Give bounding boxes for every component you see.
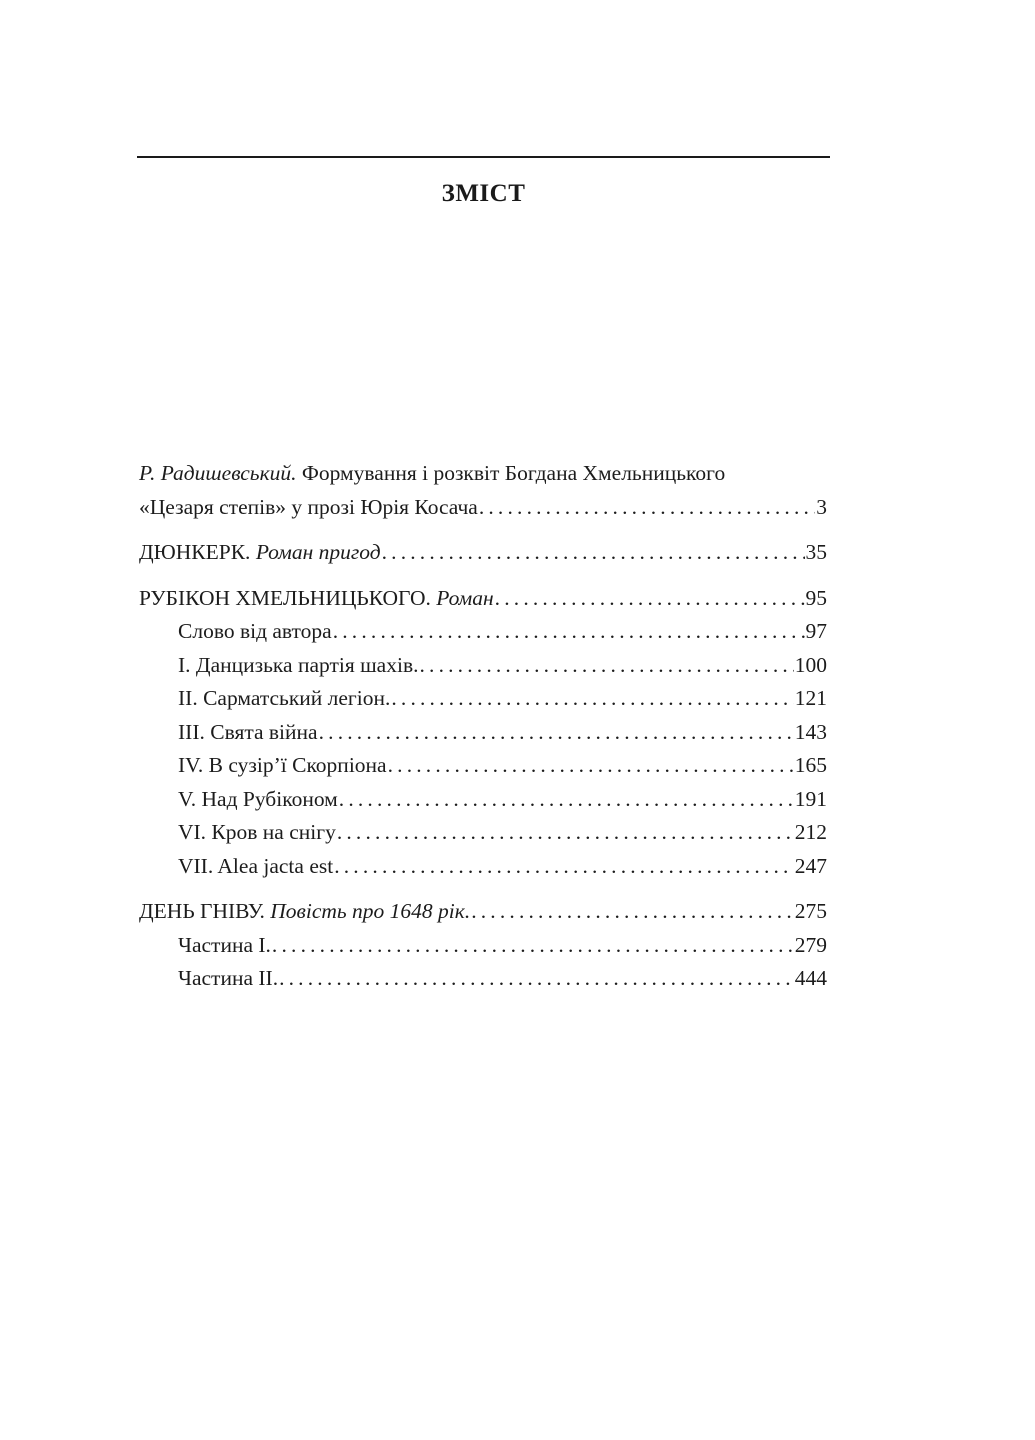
dot-leader — [479, 491, 815, 525]
dot-leader — [337, 816, 794, 850]
toc-entry-title — [139, 457, 725, 491]
toc-subentry-title: III. Свята війна — [178, 719, 318, 744]
toc-subentry[interactable] — [139, 682, 827, 716]
toc-page-number: 444 — [794, 966, 827, 990]
dot-leader — [495, 582, 805, 616]
dot-leader — [388, 749, 794, 783]
toc-page-number: 3 — [816, 494, 827, 519]
toc-entry-title-continued: «Цезаря степів» у прозі Юрія Косача — [139, 494, 478, 519]
toc-subentry[interactable] — [139, 929, 827, 963]
toc-subentry[interactable] — [139, 850, 827, 884]
toc-subentry-title: II. Сарматський легіон. — [178, 686, 391, 710]
toc-subentry-title: Частина I. — [178, 932, 271, 957]
toc-page-number: 100 — [794, 652, 827, 677]
toc-subentry-title: I. Данцизька партія шахів. — [178, 652, 419, 677]
dot-leader — [471, 895, 794, 929]
toc-subentry[interactable] — [139, 716, 827, 750]
toc-entry-title — [139, 582, 494, 616]
toc-subentry[interactable] — [139, 783, 827, 817]
toc-subentry[interactable] — [139, 816, 827, 850]
toc-subentry-title: Слово від автора — [178, 619, 332, 643]
toc-entry-subtitle: Роман пригод — [250, 540, 381, 564]
toc-subentry-title: VI. Кров на снігу — [178, 820, 336, 844]
dot-leader — [419, 649, 793, 683]
table-of-contents — [139, 457, 827, 996]
toc-entry-day-of-wrath[interactable] — [139, 895, 827, 929]
toc-subentry[interactable] — [139, 649, 827, 683]
dot-leader — [279, 962, 794, 996]
toc-entry-main-title: РУБІКОН ХМЕЛЬНИЦЬКОГО. — [139, 585, 431, 610]
dot-leader — [333, 615, 805, 649]
toc-entry-main-title: ДЕНЬ ГНІВУ. — [139, 899, 265, 923]
dot-leader — [319, 716, 794, 750]
toc-entry-main-title: ДЮНКЕРК. — [139, 540, 251, 564]
toc-entry-title — [139, 895, 470, 929]
dot-leader — [272, 929, 794, 963]
top-rule-divider — [137, 156, 830, 158]
toc-page-number: 279 — [794, 932, 827, 957]
toc-subentry-title: IV. В сузір’ї Скорпіона — [178, 753, 387, 777]
toc-subentry[interactable] — [139, 749, 827, 783]
dot-leader — [382, 536, 805, 570]
toc-entry-author: Р. Радишевський. — [139, 461, 297, 485]
toc-entry-subtitle: Роман — [430, 585, 494, 610]
toc-page-number: 191 — [794, 786, 827, 811]
toc-subentry-title: VII. Alea jacta est — [178, 853, 334, 878]
toc-page-number: 165 — [794, 753, 827, 777]
dot-leader — [334, 850, 794, 884]
toc-entry-title-text: Формування і розквіт Богдана Хмельницького — [296, 461, 726, 485]
toc-subentry-title: Частина II. — [178, 966, 279, 990]
toc-page-number: 212 — [794, 820, 827, 844]
toc-entry-dunkirk[interactable] — [139, 536, 827, 570]
dot-leader — [391, 682, 793, 716]
page-title: ЗМІСТ — [441, 180, 526, 207]
toc-page-number: 35 — [805, 540, 827, 564]
toc-page-number: 95 — [805, 585, 827, 610]
toc-entry-title — [139, 536, 381, 570]
toc-page-number: 121 — [794, 686, 827, 710]
toc-entry-foreword-line1[interactable] — [139, 457, 827, 491]
toc-page-number: 247 — [794, 853, 827, 878]
dot-leader — [339, 783, 794, 817]
toc-subentry[interactable] — [139, 615, 827, 649]
toc-entry-subtitle: Повість про 1648 рік. — [264, 899, 471, 923]
toc-page-number: 97 — [805, 619, 827, 643]
toc-subentry-title: V. Над Рубіконом — [178, 786, 338, 811]
toc-subentry[interactable] — [139, 962, 827, 996]
toc-entry-rubicon[interactable] — [139, 582, 827, 616]
toc-page-number: 143 — [794, 719, 827, 744]
toc-entry-foreword-line2[interactable] — [139, 491, 827, 525]
toc-page-number: 275 — [794, 899, 827, 923]
